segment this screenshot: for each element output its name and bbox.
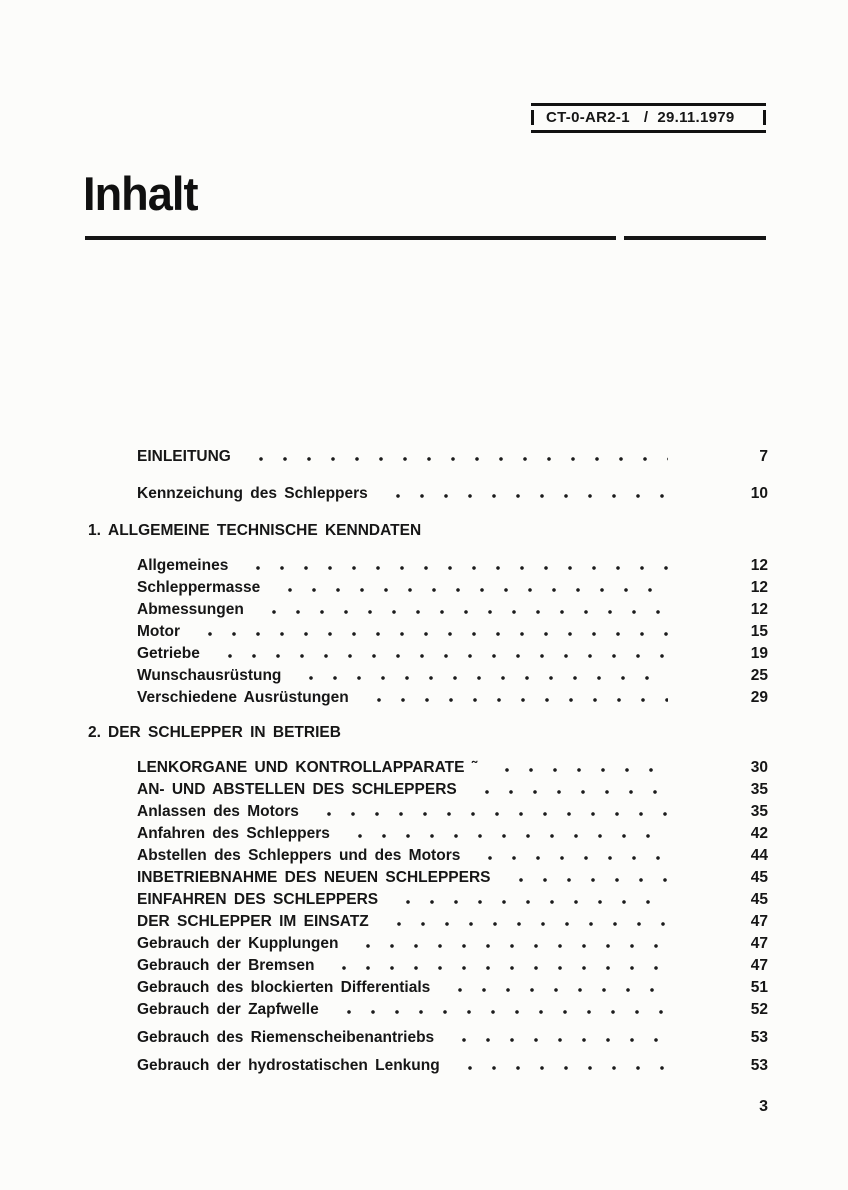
section-title: DER SCHLEPPER IN BETRIEB <box>108 724 341 741</box>
toc-leader-dots <box>317 812 668 816</box>
toc-item-label: Gebrauch der hydrostatischen Lenkung <box>137 1057 440 1074</box>
toc-item-label: Anlassen des Motors <box>137 803 299 820</box>
toc-leader-dots <box>218 654 668 658</box>
toc-leader-dots <box>458 1066 668 1070</box>
toc-leader-dots <box>278 588 668 592</box>
toc-row <box>88 689 768 711</box>
toc-leader-dots <box>249 457 668 461</box>
toc-leader-dots <box>396 900 668 904</box>
toc-page-number: 25 <box>750 667 768 684</box>
title-rule-segment-left <box>85 236 616 240</box>
toc-item-label: Gebrauch des blockierten Differentials <box>137 979 431 996</box>
toc-page-number: 7 <box>759 448 768 465</box>
toc-page-number: 51 <box>750 979 768 996</box>
toc-row <box>88 913 768 935</box>
toc-page-number: 30 <box>750 759 768 776</box>
toc-row <box>88 869 768 891</box>
toc-item-label: Kennzeichung des Schleppers <box>137 485 368 502</box>
toc-item-label: Gebrauch der Zapfwelle <box>137 1001 319 1018</box>
toc-leader-dots <box>356 944 668 948</box>
doc-date-separator: / <box>643 109 649 126</box>
toc-page-number: 19 <box>750 645 768 662</box>
toc-page-number: 44 <box>750 847 768 864</box>
toc-leader-dots <box>387 922 668 926</box>
toc-item-label: Motor <box>137 623 181 640</box>
toc-row <box>88 803 768 825</box>
toc-page-number: 47 <box>750 913 768 930</box>
toc-page-number: 29 <box>750 689 768 706</box>
toc-row <box>88 579 768 601</box>
toc-row <box>88 485 768 507</box>
toc-page-number: 12 <box>750 557 768 574</box>
toc-row <box>88 935 768 957</box>
toc-leader-dots <box>367 698 668 702</box>
section-number: 1. <box>88 522 101 539</box>
toc-row <box>88 1029 768 1051</box>
toc-row <box>88 1057 768 1079</box>
section-title: ALLGEMEINE TECHNISCHE KENNDATEN <box>108 522 422 539</box>
toc-leader-dots <box>386 494 668 498</box>
toc-row <box>88 891 768 913</box>
toc-page-number: 15 <box>750 623 768 640</box>
toc-leader-dots <box>495 768 668 772</box>
toc-row <box>88 825 768 847</box>
toc-item-label: Abstellen des Schleppers und des Motors <box>137 847 461 864</box>
toc-item-label: EINLEITUNG <box>137 448 231 465</box>
toc-row <box>88 957 768 979</box>
toc-page-number: 45 <box>750 891 768 908</box>
toc-section-heading <box>88 724 768 746</box>
doc-code: CT-0-AR2-1 <box>546 109 630 126</box>
toc-item-label: Wunschausrüstung <box>137 667 282 684</box>
page-number: 3 <box>759 1098 768 1115</box>
table-of-contents <box>88 448 768 1079</box>
toc-item-label: Allgemeines <box>137 557 229 574</box>
toc-leader-dots <box>509 878 669 882</box>
toc-row <box>88 1001 768 1023</box>
toc-page-number: 53 <box>750 1029 768 1046</box>
toc-page-number: 52 <box>750 1001 768 1018</box>
toc-page-number: 35 <box>750 781 768 798</box>
toc-leader-dots <box>299 676 668 680</box>
stamp-edge-left <box>531 110 534 125</box>
section-number: 2. <box>88 724 101 741</box>
toc-leader-dots <box>337 1010 668 1014</box>
toc-page-number: 10 <box>750 485 768 502</box>
title-rule-segment-right <box>624 236 766 240</box>
toc-item-label: Gebrauch des Riemenscheibenantriebs <box>137 1029 435 1046</box>
toc-row <box>88 623 768 645</box>
toc-item-label: Abmessungen <box>137 601 244 618</box>
toc-leader-dots <box>246 566 668 570</box>
toc-page-number: 47 <box>750 935 768 952</box>
toc-page-number: 53 <box>750 1057 768 1074</box>
toc-row <box>88 759 768 781</box>
doc-stamp <box>531 103 766 133</box>
toc-leader-dots <box>262 610 668 614</box>
toc-row <box>88 645 768 667</box>
page-title: Inhalt <box>83 167 198 220</box>
toc-item-label: Verschiedene Ausrüstungen <box>137 689 349 706</box>
title-rule <box>85 236 766 240</box>
toc-row <box>88 847 768 869</box>
toc-item-label: Gebrauch der Kupplungen <box>137 935 339 952</box>
toc-item-label: AN- UND ABSTELLEN DES SCHLEPPERS <box>137 781 457 798</box>
toc-leader-dots <box>475 790 668 794</box>
toc-item-label: Gebrauch der Bremsen <box>137 957 315 974</box>
doc-date: 29.11.1979 <box>657 109 735 126</box>
toc-row <box>88 448 768 470</box>
toc-page-number: 42 <box>750 825 768 842</box>
toc-item-label: Getriebe <box>137 645 200 662</box>
stamp-edge-right <box>763 110 766 125</box>
toc-leader-dots <box>348 834 668 838</box>
toc-item-label: LENKORGANE UND KONTROLLAPPARATE ˜ <box>137 759 477 776</box>
toc-leader-dots <box>452 1038 668 1042</box>
toc-section-heading <box>88 522 768 544</box>
toc-page-number: 35 <box>750 803 768 820</box>
toc-row <box>88 979 768 1001</box>
toc-item-label: EINFAHREN DES SCHLEPPERS <box>137 891 379 908</box>
toc-row <box>88 601 768 623</box>
toc-leader-dots <box>448 988 668 992</box>
toc-page-number: 12 <box>750 601 768 618</box>
toc-page-number: 12 <box>750 579 768 596</box>
toc-leader-dots <box>478 856 668 860</box>
toc-item-label: DER SCHLEPPER IM EINSATZ <box>137 913 369 930</box>
toc-row <box>88 781 768 803</box>
toc-leader-dots <box>198 632 668 636</box>
toc-page-number: 47 <box>750 957 768 974</box>
toc-row <box>88 667 768 689</box>
toc-item-label: INBETRIEBNAHME DES NEUEN SCHLEPPERS <box>137 869 491 886</box>
toc-leader-dots <box>332 966 668 970</box>
toc-item-label: Schleppermasse <box>137 579 261 596</box>
toc-page-number: 45 <box>750 869 768 886</box>
toc-row <box>88 557 768 579</box>
toc-item-label: Anfahren des Schleppers <box>137 825 330 842</box>
